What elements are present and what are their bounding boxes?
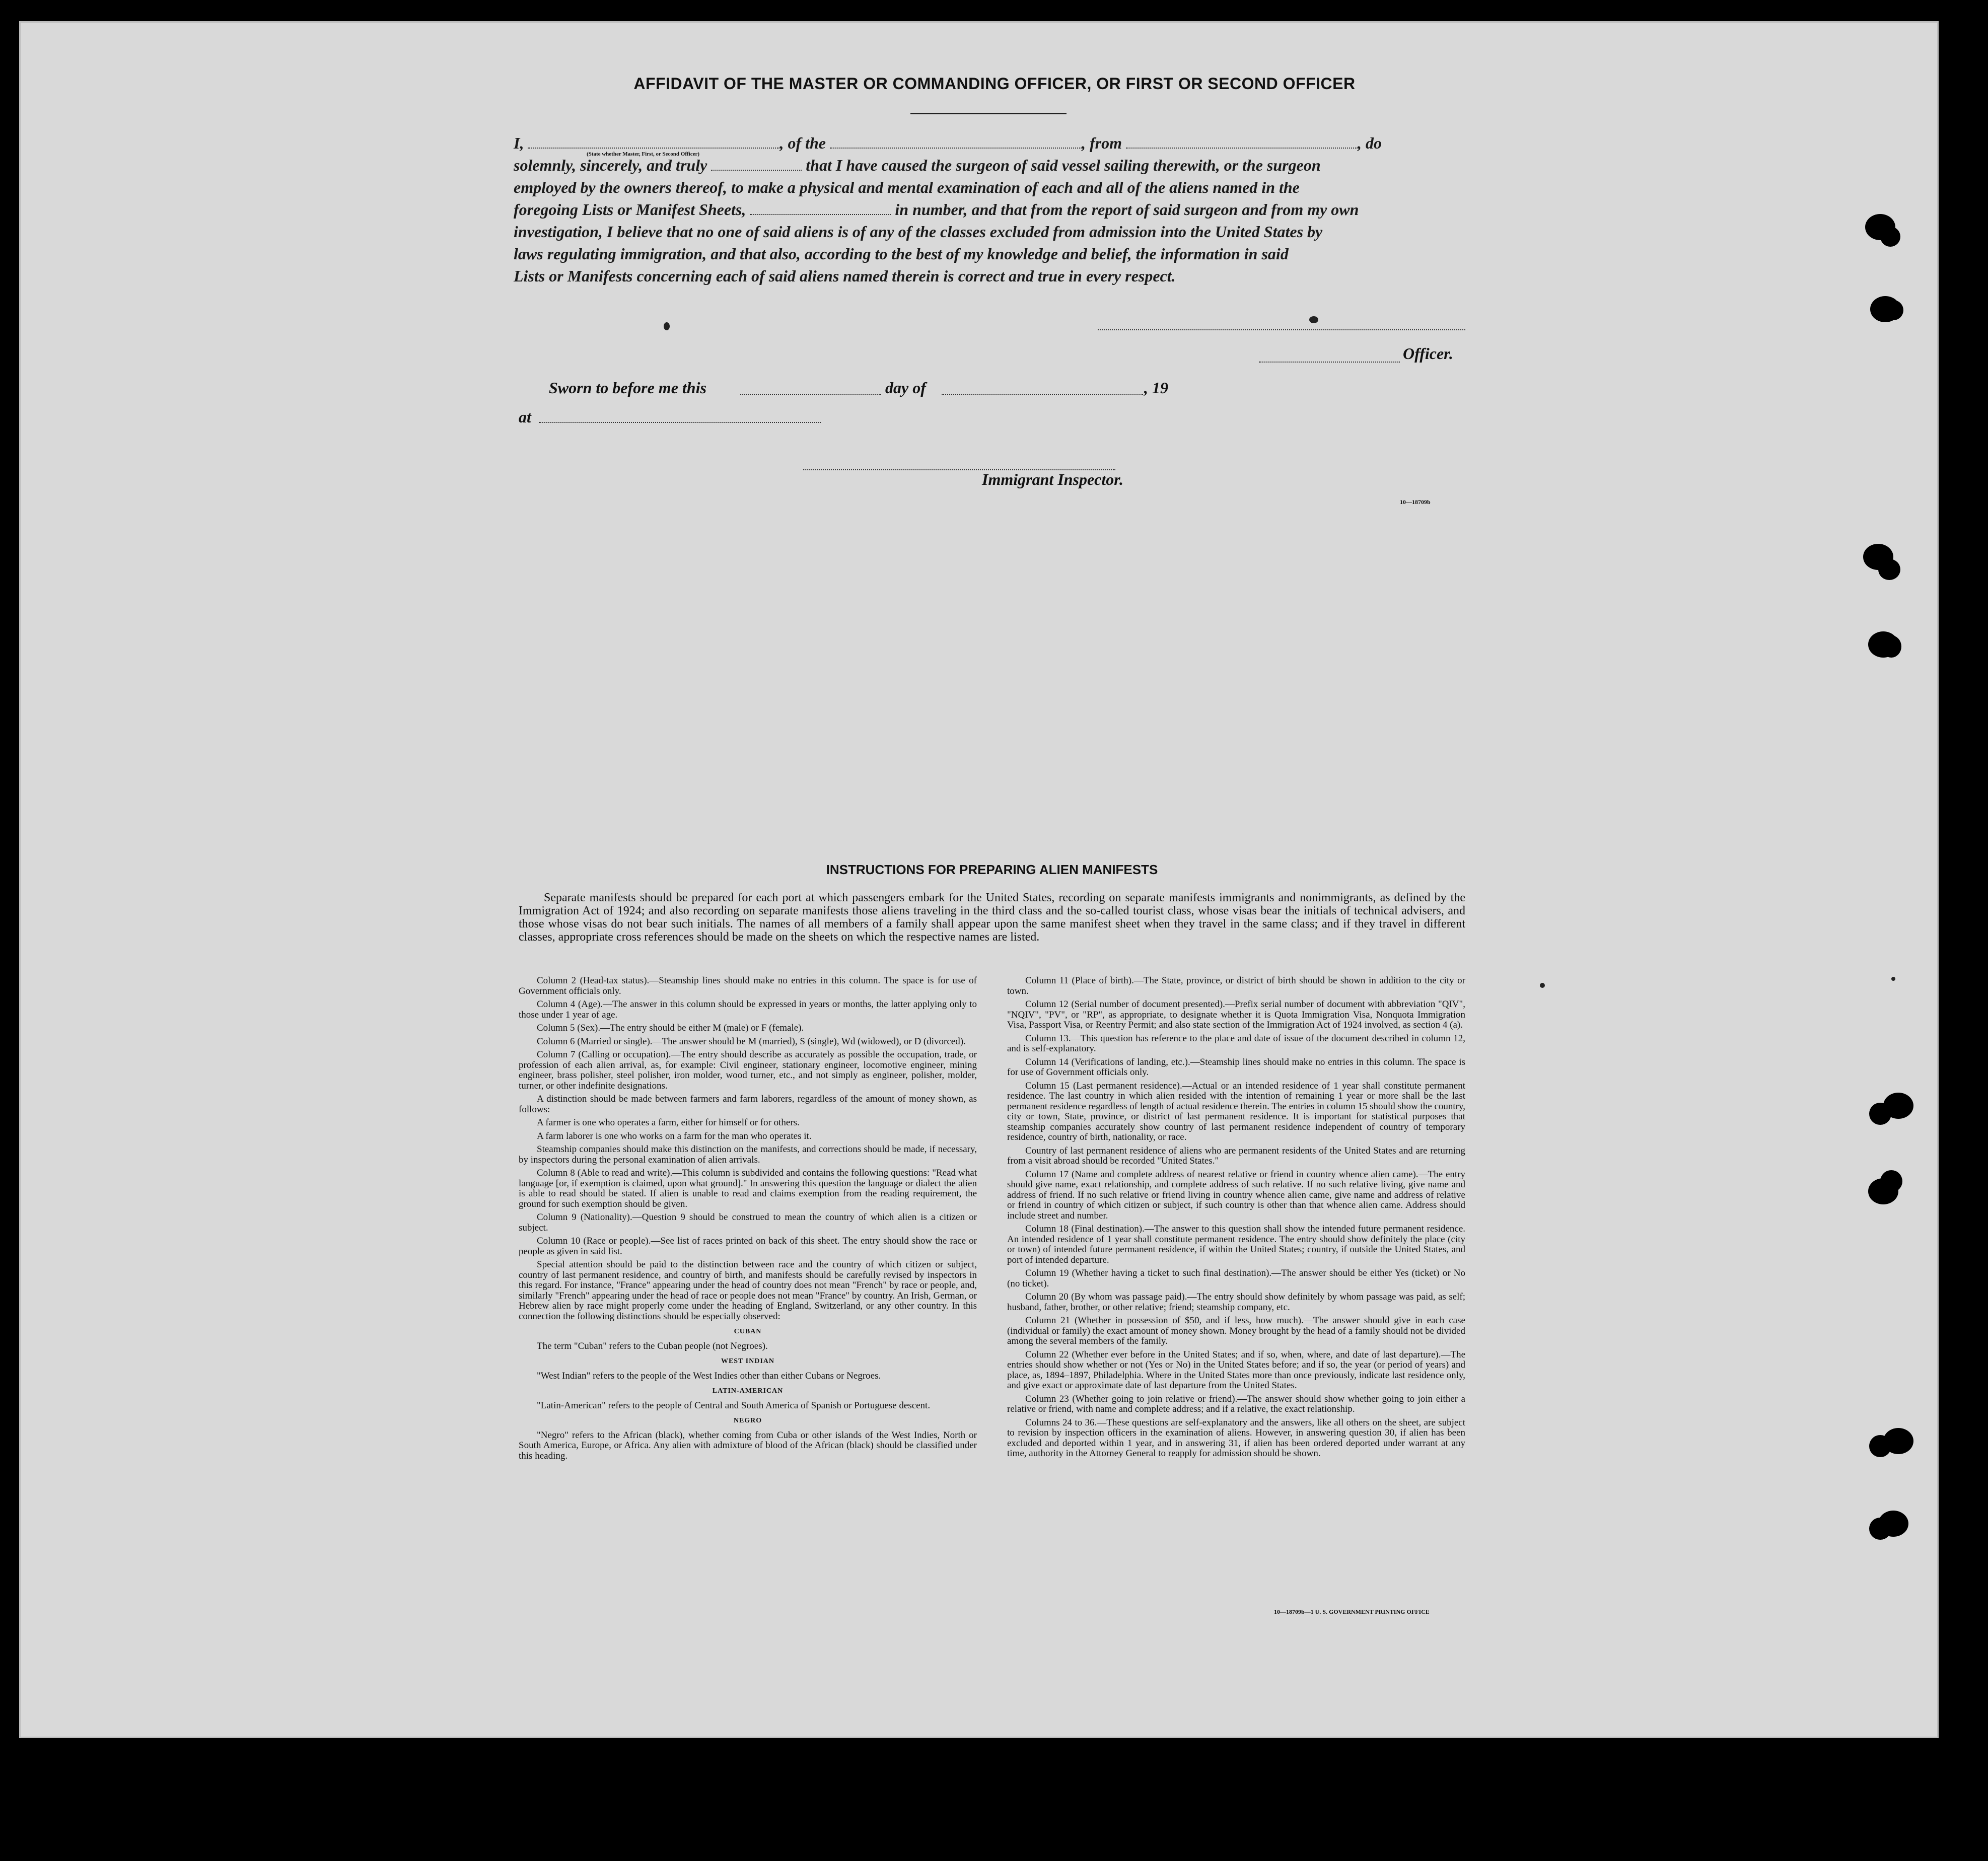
right-paragraph: Column 21 (Whether in possession of $50, and if less, how much).—The answer should give in each case (individual or family) the exact amount of money shown. Money brought by the head of a family should not be divided among the several members of the family. [1007,1315,1465,1346]
form-number: 10—18709b [1400,498,1431,506]
instructions-right-column [1007,976,1465,1462]
binder-hole [1869,1103,1891,1125]
left-paragraph: Column 7 (Calling or occupation).—The entry should describe as accurately as possible the occupation, trade, or profession of each alien arrival, as, for example: Civil engineer, stationary engineer, locomotive engineer, mining engineer, brass polisher, steel polisher, iron molder, wood turner, etc., and not simply as engineer, polisher, molder, turner, or other indefinite designations. [519,1049,977,1091]
affidavit-title: AFFIDAVIT OF THE MASTER OR COMMANDING OFFICER, OR FIRST OR SECOND OFFICER [633,75,1356,93]
sworn-month-line[interactable] [942,394,1143,395]
ink-mark [664,322,670,330]
race-heading: CUBAN [734,1328,762,1335]
officer-title-line[interactable] [1259,362,1400,363]
sheet-count-blank[interactable] [750,203,891,215]
left-paragraph: A distinction should be made between farmers and farm laborers, regardless of the amount of money shown, as follows: [519,1094,977,1115]
left-paragraph: Column 9 (Nationality).—Question 9 should be construed to mean the country of which alien is a citizen or subject. [519,1212,977,1233]
instructions-left-column [519,976,977,1464]
signature-line[interactable] [1098,329,1465,330]
solemnly-text: solemnly, sincerely, and truly [514,156,707,174]
instructions-intro: Separate manifests should be prepared for each port at which passengers embark for the United States, recording on separate manifests immigrants and nonimmigrants, as defined by the Immigration Act of 1924; and also recording on separate manifests those aliens traveling in the third class and the so-called tourist class, whose visas bear the initials of technical advisers, and those whose visas do not bear such initials. The names of all members of a family shall appear upon the same manifest sheet when they travel in the same class; and if they travel in different classes, appropriate cross references should be made on the sheets on which the respective names are listed. [519,891,1465,944]
officer-rank-blank[interactable] [528,136,779,149]
binder-hole [1880,227,1900,247]
affidavit-line-5: investigation, I believe that no one of said aliens is of any of the classes excluded from admission into the United States by [514,223,1323,241]
sworn-day-line[interactable] [740,394,881,395]
swear-affirm-blank[interactable] [711,159,802,171]
right-paragraph: Column 22 (Whether ever before in the United States; and if so, when, where, and date of last departure).—The entries should show whether or not (Yes or No) in the United States before; and if so, the year (or period of years) and place, as, 1894–1897, Philadelphia. Where in the United States more than once previously, indicate last residence only, and give exact or approximate date of last departure from the United States. [1007,1349,1465,1391]
year-text: , 19 [1144,379,1168,397]
right-paragraph: Column 13.—This question has reference to the place and date of issue of the document described in column 12, and is self-explanatory. [1007,1033,1465,1054]
title-underline [910,113,1067,114]
affidavit-line-7: Lists or Manifests concerning each of said aliens named therein is correct and true in every respect. [514,267,1176,285]
at-label: at [519,408,531,426]
vessel-name-blank[interactable] [830,136,1082,149]
day-of-text: day of [885,379,926,397]
right-paragraph: Column 20 (By whom was passage paid).—The entry should show definitely by whom passage was paid, as self; husband, father, brother, or other relative; friend; steamship company, etc. [1007,1292,1465,1313]
state-note: (State whether Master, First, or Second Officer) [587,151,700,157]
affidavit-line-6: laws regulating immigration, and that also, according to the best of my knowledge and belief, the information in said [514,245,1289,263]
affidavit-line-3: employed by the owners thereof, to make a physical and mental examination of each and all of the aliens named in the [514,178,1300,196]
binder-hole [1869,1435,1891,1457]
ink-mark [1309,316,1318,323]
binder-hole [1881,635,1901,658]
at-place-line[interactable] [539,422,821,423]
race-text: "Latin-American" refers to the people of Central and South America of Spanish or Portuguese descent. [537,1400,931,1411]
left-paragraph: Column 5 (Sex).—The entry should be either M (male) or F (female). [537,1023,804,1033]
binder-hole [1883,300,1903,320]
race-heading: LATIN-AMERICAN [712,1387,784,1395]
port-from-blank[interactable] [1126,136,1358,149]
of-the-text: , of the [779,134,826,152]
left-paragraph: Column 6 (Married or single).—The answer should be M (married), S (single), Wd (widowed), or D (divorced). [537,1036,966,1047]
left-paragraph: Column 10 (Race or people).—See list of races printed on back of this sheet. The entry should show the race or people as given in said list. [519,1236,977,1257]
left-paragraph: Steamship companies should make this distinction on the manifests, and corrections should be made, if necessary, by inspectors during the personal examination of alien arrivals. [519,1144,977,1165]
race-heading: NEGRO [733,1417,762,1424]
right-paragraph: Column 11 (Place of birth).—The State, province, or district of birth should be shown in addition to the city or town. [1007,975,1465,996]
inspector-label: Immigrant Inspector. [982,470,1123,488]
binder-hole [1880,1170,1902,1192]
from-text: , from [1082,134,1122,152]
race-heading: WEST INDIAN [721,1357,775,1365]
surgeon-text: that I have caused the surgeon of said vessel sailing therewith, or the surgeon [806,156,1321,174]
right-paragraph: Column 15 (Last permanent residence).—Actual or an intended residence of 1 year shall constitute permanent residence. The last country in which alien resided with the intention of remaining 1 year or more shall be the last permanent residence regardless of length of actual residence therein. The entries in column 15 should show the country, city or town, State, province, or district of last permanent residence. It is important for statistical purposes that steamship companies accurately show country of last permanent residence independent of country of temporary residence, country of birth, nationality, or race. [1007,1080,1465,1142]
left-paragraph: Column 4 (Age).—The answer in this column should be expressed in years or months, the latter applying only to those under 1 year of age. [519,999,977,1020]
right-paragraph: Column 17 (Name and complete address of nearest relative or friend in country whence alien came).—The entry should give name, exact relationship, and complete address of such relative. If no such relative living, give name and address of friend. If no such relative or friend living in country whence alien came, give name and address of relative or friend in country of which citizen or subject, if such country is other than that whence alien came. Address should include street and number. [1007,1169,1465,1221]
right-paragraph: Columns 24 to 36.—These questions are self-explanatory and the answers, like all others on the sheet, are subject to revision by inspection officers in the examination of aliens. However, in answering question 30, if alien has been excluded and deported within 1 year, and in answering 31, if alien has been ordered deported under warrant at any time, authority in the Attorney General to reapply for admission should be shown. [1007,1417,1465,1459]
binder-hole [1869,1518,1891,1540]
race-text: The term "Cuban" refers to the Cuban people (not Negroes). [537,1340,768,1351]
sworn-text: Sworn to before me this [549,379,706,397]
left-paragraph: Column 8 (Able to read and write).—This column is subdivided and contains the following questions: "Read what language [or, if exemption is claimed, upon what ground]." In answering this question the language or dialect the alien is able to read should be stated. If alien is unable to read and claims exemption from the reading requirement, the ground for such exemption should be given. [519,1168,977,1209]
race-text: "West Indian" refers to the people of the West Indies other than either Cubans or Negroes. [537,1370,881,1381]
right-paragraph: Column 23 (Whether going to join relative or friend).—The answer should show whether going to join either a relative or friend, with name and complete address; and if a relative, the exact relationship. [1007,1393,1465,1414]
right-paragraph: Column 12 (Serial number of document presented).—Prefix serial number of document with abbreviation "QIV", "NQIV", "PV", or "RP", as appropriate, to designate whether it is Quota Immigration Visa, Nonquota Immigration Visa, Passport Visa, or Reentry Permit; and also state section of the Immigration Act of 1924 involved, as section 4 (a). [1007,999,1465,1030]
binder-hole [1878,559,1900,580]
officer-label: Officer. [1403,344,1453,363]
do-text: , do [1358,134,1382,152]
right-paragraph: Column 14 (Verifications of landing, etc.).—Steamship lines should make no entries in this column. The space is for use of Government officials only. [1007,1056,1465,1078]
in-number-text: in number, and that from the report of said surgeon and from my own [895,200,1359,219]
race-text: "Negro" refers to the African (black), whether coming from Cuba or other islands of the West Indies, North or South America, Europe, or Africa. Any alien with admixture of blood of the African (black) should be classified under this heading. [519,1429,977,1461]
left-paragraph: A farm laborer is one who works on a farm for the man who operates it. [537,1130,812,1141]
left-paragraph: A farmer is one who operates a farm, either for himself or for others. [537,1117,800,1128]
lists-text: foregoing Lists or Manifest Sheets, [514,200,746,219]
right-paragraph: Column 18 (Final destination).—The answer to this question shall show the intended future permanent residence. An intended residence of 1 year shall constitute permanent residence. The entry should show definitely the place (city or town) of intended future permanent residence, if within the United States; country, if outside the United States, and port of intended departure. [1007,1224,1465,1265]
affidavit-line-2 [514,154,1460,176]
affidavit-i: I, [514,134,524,152]
right-paragraph: Column 19 (Whether having a ticket to such final destination).—The answer should be either Yes (ticket) or No (no ticket). [1007,1268,1465,1289]
ink-mark [1540,983,1545,988]
left-paragraph: Special attention should be paid to the distinction between race and the country of which citizen or subject, country of last permanent residence, and country of birth, and manifests should be carefully revised by inspectors in this regard. For instance, "France" appearing under the head of country does not mean "French" by race or people, and, similarly "French" appearing under the head of race or people does not mean "France" by country. An Irish, German, or Hebrew alien by race might properly come under the heading of England, Switzerland, or any other country. In this connection the following distinctions should be especially observed: [519,1259,977,1322]
right-paragraph: Country of last permanent residence of aliens who are permanent residents of the United States and are returning from a visit abroad should be recorded "United States." [1007,1145,1465,1166]
ink-mark [1891,977,1895,981]
left-paragraph: Column 2 (Head-tax status).—Steamship lines should make no entries in this column. The space is for use of Government officials only. [519,975,977,996]
affidavit-line-4 [514,198,1460,221]
printing-office-footer: 10—18709b—1 U. S. GOVERNMENT PRINTING OFFICE [1274,1608,1430,1615]
instructions-title: INSTRUCTIONS FOR PREPARING ALIEN MANIFESTS [826,862,1158,877]
